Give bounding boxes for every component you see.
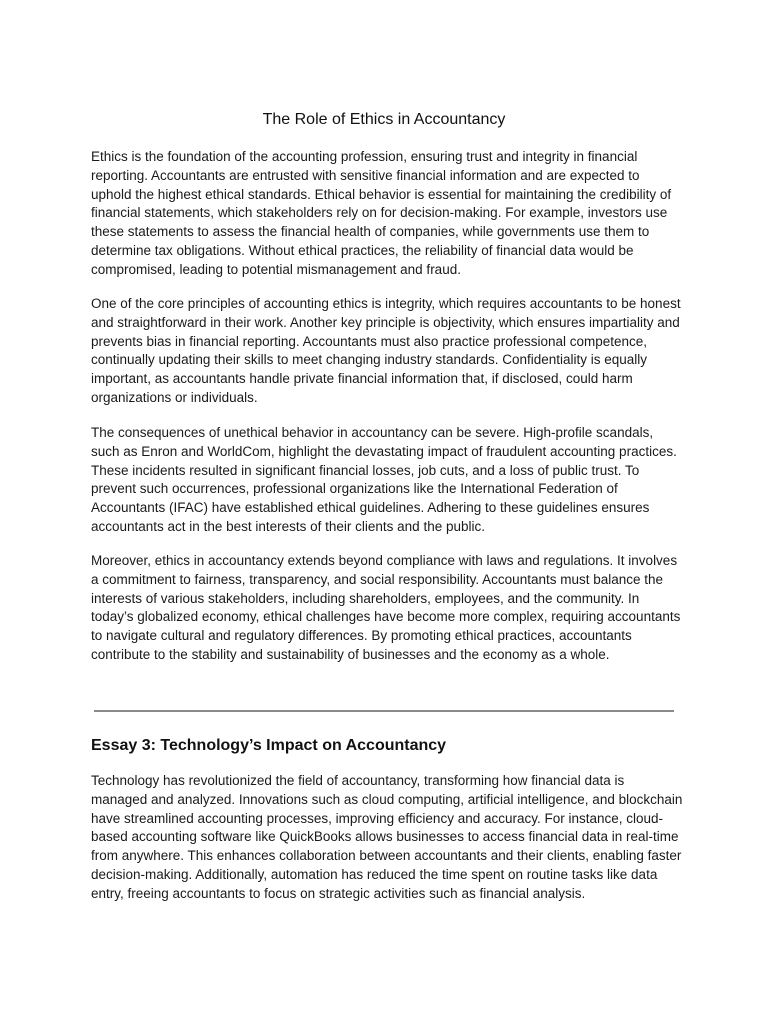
paragraph: One of the core principles of accounting ethics is integrity, which requires accountants to be honest and straightforward in their work. Another key principle is objectivity, which ensures impartiality and prevents bias in financial reporting. Accountants must also practice professional competence, continually updating their skills to meet changing industry standards. Confidentiality is equally important, as accountants handle private financial information that, if disclosed, could harm organizations or individuals. xyxy=(91,296,681,405)
paragraph: Moreover, ethics in accountancy extends beyond compliance with laws and regulations. It involves a commitment to fairness, transparency, and social responsibility. Accountants must balance the interests of various stakeholders, including shareholders, employees, and the community. In today’s globalized economy, ethical challenges have become more complex, requiring accountants to navigate cultural and regulatory differences. By promoting ethical practices, accountants contribute to the stability and sustainability of businesses and the economy as a whole. xyxy=(91,553,681,662)
section-heading: Essay 3: Technology’s Impact on Accountancy xyxy=(91,737,447,754)
paragraph: Technology has revolutionized the field of accountancy, transforming how financial data is managed and analyzed. Innovations such as cloud computing, artificial intelligence, and blockchain have streamlined accounting processes, improving efficiency and accuracy. For instance, cloud-based accounting software like QuickBooks allows businesses to access financial data in real-time from anywhere. This enhances collaboration between accountants and their clients, enabling faster decision-making. Additionally, automation has reduced the time spent on routine tasks like data entry, freeing accountants to focus on strategic activities such as financial analysis. xyxy=(91,773,683,901)
page-title: The Role of Ethics in Accountancy xyxy=(262,111,506,128)
paragraph: Ethics is the foundation of the accounting profession, ensuring trust and integrity in financial reporting. Accountants are entrusted with sensitive financial information and are expected to uphold the highest ethical standards. Ethical behavior is essential for maintaining the credibility of financial statements, which stakeholders rely on for decision-making. For example, investors use these statements to assess the financial health of companies, while governments use them to determine tax obligations. Without ethical practices, the reliability of financial data would be compromised, leading to potential mismanagement and fraud. xyxy=(91,149,672,277)
paragraph: The consequences of unethical behavior in accountancy can be severe. High-profile scandals, such as Enron and WorldCom, highlight the devastating impact of fraudulent accounting practices. These incidents resulted in significant financial losses, job cuts, and a loss of public trust. To prevent such occurrences, professional organizations like the International Federation of Accountants (IFAC) have established ethical guidelines. Adhering to these guidelines ensures accountants act in the best interests of their clients and the public. xyxy=(91,425,677,534)
horizontal-divider xyxy=(94,710,674,712)
